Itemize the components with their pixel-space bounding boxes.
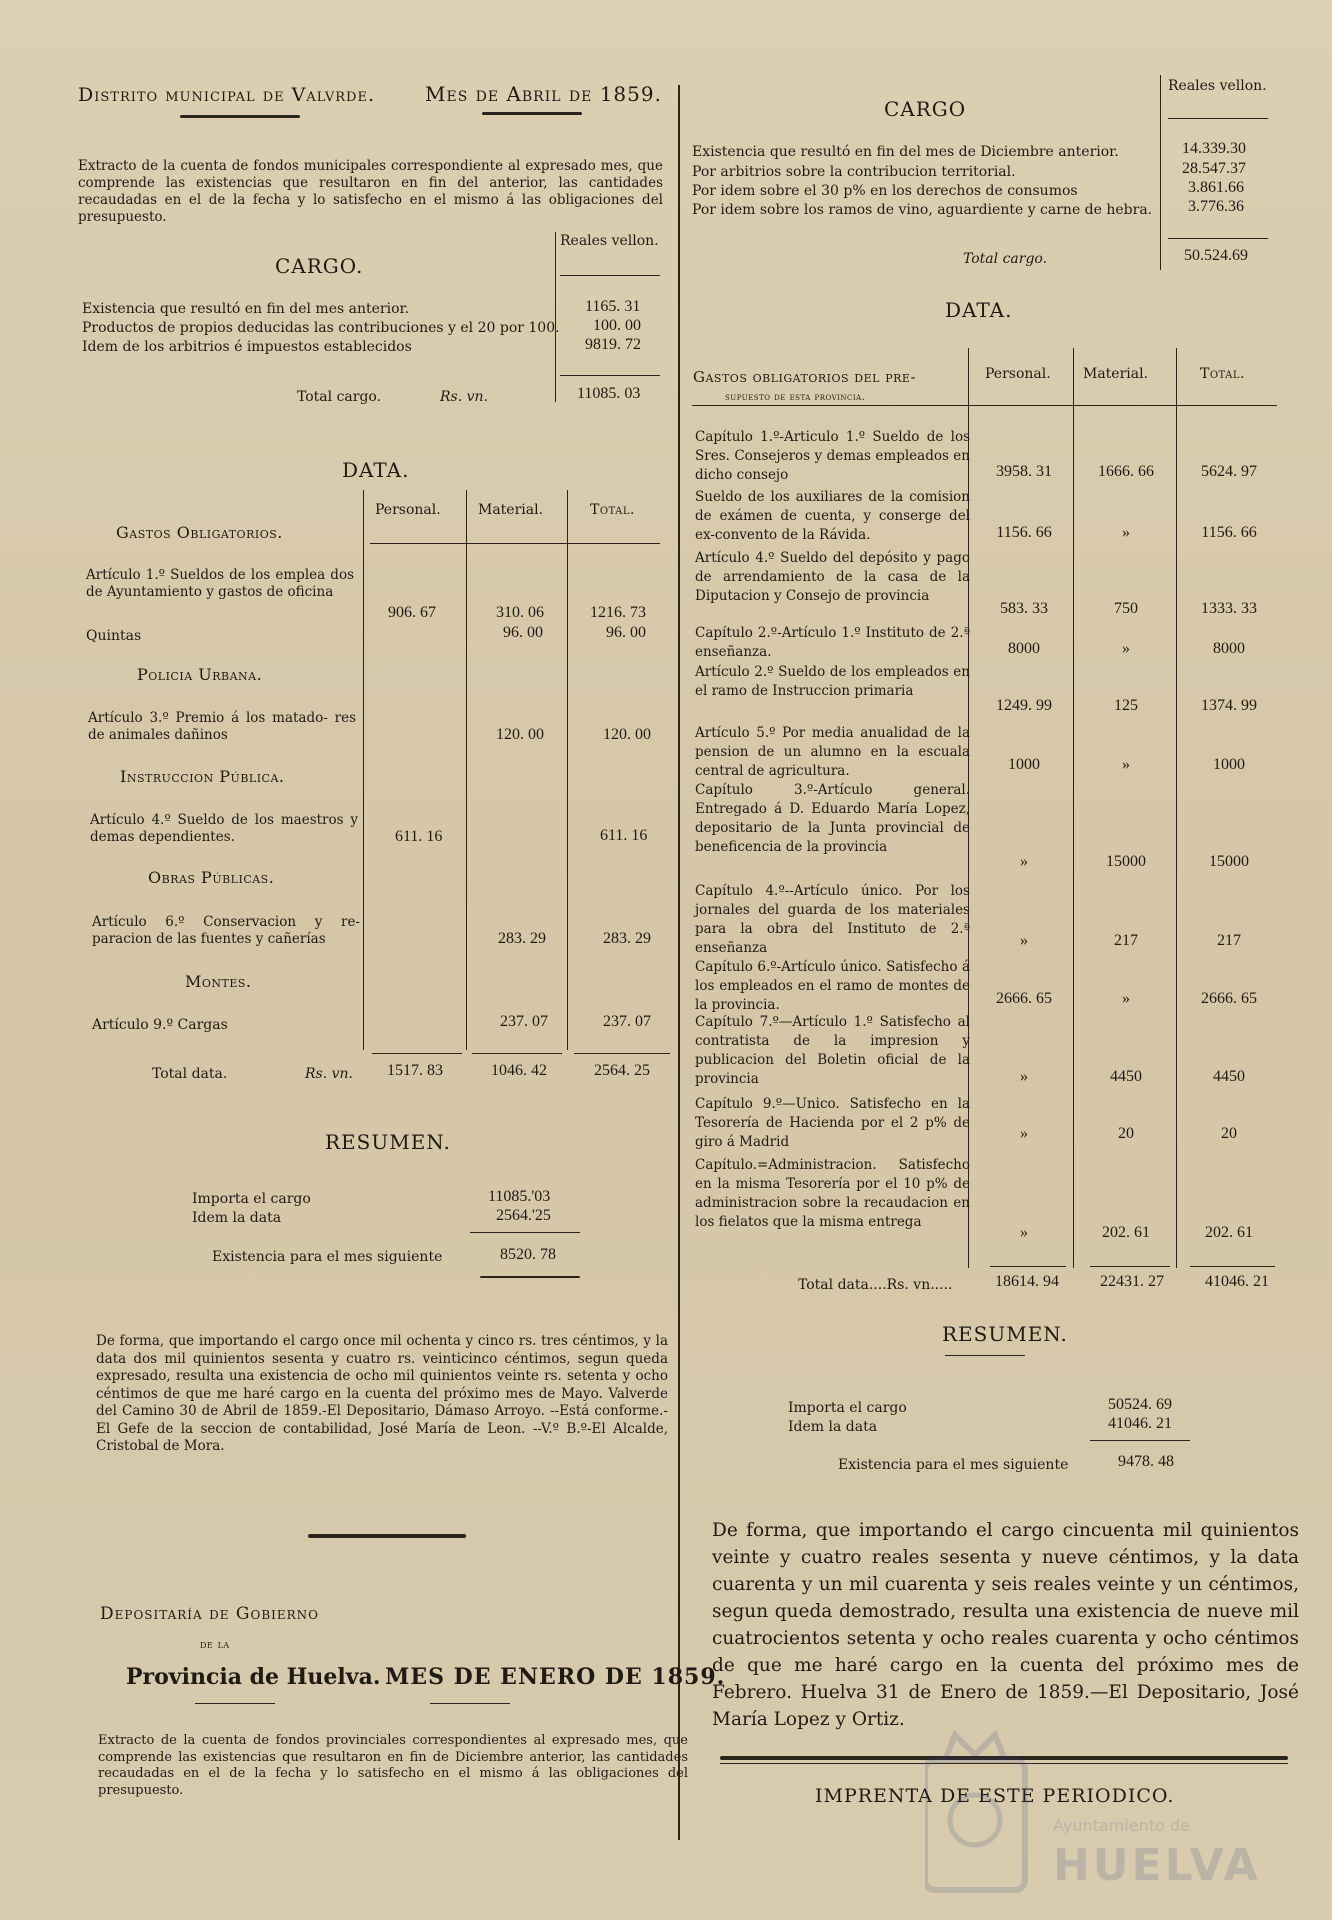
left-data-total-total: 2564. 25 [594, 1062, 650, 1079]
left-currency-head: Reales vellon. [560, 233, 659, 249]
right-cargo-row-2: Por arbitrios sobre la contribucion territorial. [692, 164, 1016, 180]
right-row-material: 217 [1114, 932, 1138, 949]
left-resumen-title: RESUMEN. [325, 1130, 451, 1154]
right-resumen-exist-label: Existencia para el mes siguiente [838, 1457, 1069, 1473]
left-section-title: Instruccion Pública. [120, 767, 285, 786]
right-row-material: 750 [1114, 600, 1138, 617]
left-cargo-total-label: Total cargo. [297, 389, 382, 405]
right-row-personal: » [1020, 1224, 1028, 1241]
rule [195, 1703, 275, 1704]
left-cargo-row-1: Existencia que resultó en fin del mes anterior. [82, 301, 410, 317]
left-row-label: Artículo 1.º Sueldos de los emplea dos de Ayuntamiento y gastos de oficina [86, 567, 354, 600]
right-row-material: » [1122, 756, 1130, 773]
right-row-material: 125 [1114, 697, 1138, 714]
left-resumen-row-1: Importa el cargo [192, 1191, 311, 1207]
left-row-material: 237. 07 [500, 1013, 548, 1030]
left-row-material: 283. 29 [498, 930, 546, 947]
right-row-personal: 3958. 31 [996, 463, 1052, 480]
dep-title-2: de la [200, 1637, 230, 1651]
right-cargo-row-4: Por idem sobre los ramos de vino, aguardiente y carne de hebra. [692, 202, 1153, 218]
rule [692, 405, 1277, 406]
right-cargo-total: 50.524.69 [1184, 247, 1248, 264]
right-row-label: Capítulo 9.º—Unico. Satisfecho en la Tesorería de Hacienda por el 2 p% de giro á Madrid [695, 1096, 970, 1150]
imprenta: IMPRENTA DE ESTE PERIODICO. [815, 1785, 1175, 1807]
left-resumen-value-2: 2564.'25 [496, 1207, 551, 1224]
right-row-personal: 1000 [1008, 756, 1040, 773]
rule [560, 275, 660, 276]
rule [574, 1053, 670, 1054]
right-row-total: 202. 61 [1205, 1224, 1253, 1241]
watermark-line-2: HUELVA [1053, 1840, 1261, 1891]
right-row-material: » [1122, 640, 1130, 657]
right-row-personal: 1156. 66 [996, 524, 1052, 541]
right-cargo-total-label: Total cargo. [963, 251, 1048, 267]
vline [1176, 348, 1177, 1268]
right-row-total: 1374. 99 [1201, 697, 1257, 714]
left-resumen-exist-label: Existencia para el mes siguiente [212, 1249, 443, 1265]
right-row-personal: 583. 33 [1000, 600, 1048, 617]
left-row-label: Artículo 3.º Premio á los matado- res de animales dañinos [88, 710, 356, 743]
right-row-label: Artículo 2.º Sueldo de los empleados en el ramo de Instruccion primaria [695, 664, 970, 699]
right-cargo-title: CARGO [884, 97, 967, 121]
right-row-total: 1000 [1213, 756, 1245, 773]
rule [1090, 1266, 1170, 1267]
right-data-total-label: Total data....Rs. vn..... [798, 1277, 953, 1293]
left-resumen-value-1: 11085.'03 [488, 1188, 551, 1205]
right-row-total: 1333. 33 [1201, 600, 1257, 617]
right-row-personal: 8000 [1008, 640, 1040, 657]
rule [1168, 238, 1268, 239]
left-row-material: 96. 00 [503, 624, 543, 641]
dep-period: MES DE ENERO DE 1859. [385, 1664, 726, 1690]
right-currency-head: Reales vellon. [1168, 78, 1267, 94]
right-resumen-title: RESUMEN. [942, 1322, 1068, 1346]
rule [1168, 118, 1268, 119]
right-cargo-value-3: 3.861.66 [1188, 179, 1244, 196]
right-row-personal: 2666. 65 [996, 990, 1052, 1007]
right-row-total: 1156. 66 [1201, 524, 1257, 541]
left-section-title: Obras Públicas. [148, 868, 275, 887]
left-row-personal: 906. 67 [388, 604, 436, 621]
right-row-material: 1666. 66 [1098, 463, 1154, 480]
left-col-material: Material. [478, 502, 544, 518]
column-divider [678, 85, 680, 1840]
right-cargo-row-1: Existencia que resultó en fin del mes de Diciembre anterior. [692, 144, 1119, 160]
right-data-title: DATA. [945, 298, 1013, 322]
left-col-personal: Personal. [375, 502, 441, 518]
right-row-label: Capítulo 4.º--Artículo único. Por los jornales del guarda de los materiales para la obra del Instituto de 2.ª enseñanza [695, 883, 970, 956]
right-row-label: Artículo 5.º Por media anualidad de la pension de un alumno en la escuala central de agricultura. [695, 725, 970, 779]
left-row-total: 237. 07 [603, 1013, 651, 1030]
right-row-total: 2666. 65 [1201, 990, 1257, 1007]
right-row-total: 20 [1221, 1125, 1237, 1142]
right-cargo-value-2: 28.547.37 [1182, 160, 1246, 177]
left-data-total-unit: Rs. vn. [305, 1066, 354, 1082]
right-row-label: Capítulo 2.º-Artículo 1.º Instituto de 2.ª enseñanza. [695, 625, 970, 660]
right-table-head: Gastos obligatorios del pre- [693, 368, 917, 386]
right-row-label: Capítulo 1.º-Articulo 1.º Sueldo de los Sres. Consejeros y demas empleados en dicho consejo [695, 429, 970, 483]
right-table-head-2: supuesto de esta provincia. [725, 392, 866, 403]
right-row-label: Capítulo 7.º—Artículo 1.º Satisfecho al contratista de la impresion y publicacion del Boletin oficial de la provincia [695, 1014, 970, 1087]
right-resumen-row-1: Importa el cargo [788, 1400, 907, 1416]
left-period: Mes de Abril de 1859. [425, 82, 662, 106]
left-row-label: Artículo 9.º Cargas [92, 1017, 228, 1033]
right-resumen-value-2: 41046. 21 [1108, 1415, 1172, 1432]
left-resumen-exist: 8520. 78 [500, 1246, 556, 1263]
right-row-label: Capítulo 6.º-Artículo único. Satisfecho á los empleados en el ramo de montes de la provincia. [695, 959, 970, 1013]
right-resumen-value-1: 50524. 69 [1108, 1396, 1172, 1413]
right-row-material: 202. 61 [1102, 1224, 1150, 1241]
left-cargo-row-3: Idem de los arbitrios é impuestos establecidos [82, 339, 412, 355]
ornament [482, 112, 582, 115]
right-data-total-total: 41046. 21 [1205, 1273, 1269, 1290]
right-row-label: Artículo 4.º Sueldo del depósito y pago de arrendamiento de la casa de la Diputacion y Consejo de provincia [695, 550, 970, 604]
left-row-total: 96. 00 [606, 624, 646, 641]
left-section-title: Montes. [185, 972, 252, 991]
left-row-material: 310. 06 [496, 604, 544, 621]
right-row-total: 8000 [1213, 640, 1245, 657]
vline [466, 490, 467, 1050]
left-cargo-row-2: Productos de propios deducidas las contribuciones y el 20 por 100. [82, 320, 560, 336]
left-row-personal: 611. 16 [395, 828, 443, 845]
right-row-total: 15000 [1209, 853, 1249, 870]
left-data-total-label: Total data. [152, 1066, 228, 1082]
left-cargo-value-3: 9819. 72 [585, 336, 641, 353]
right-col-personal: Personal. [985, 366, 1051, 382]
right-row-total: 5624. 97 [1201, 463, 1257, 480]
left-cargo-total-unit: Rs. vn. [440, 389, 489, 405]
left-section-title: Gastos Obligatorios. [116, 523, 283, 542]
dep-title-3: Provincia de Huelva. [126, 1664, 381, 1690]
left-closing: De forma, que importando el cargo once mil ochenta y cinco rs. tres céntimos, y la data dos mil quinientos sesenta y cuatro rs. veinticinco céntimos, segun queda expresado, resulta una existencia de ocho mil quinientos veinte rs. setenta y ocho céntimos de que me haré cargo en la cuenta del próximo mes de Mayo. Valverde del Camino 30 de Abril de 1859.-El Depositario, Dámaso Arroyo. --Está conforme.-El Gefe de la seccion de contabilidad, José María de Leon. --V.º B.º-El Alcalde, Cristobal de Mora. [96, 1333, 668, 1454]
left-title: Distrito municipal de Valvrde. [78, 84, 375, 106]
right-row-material: 20 [1118, 1125, 1134, 1142]
right-cargo-row-3: Por idem sobre el 30 p% en los derechos de consumos [692, 183, 1078, 199]
right-row-label: Sueldo de los auxiliares de la comision de exámen de cuenta, y conserge del ex-convento de la Rávida. [695, 489, 970, 543]
left-row-total: 1216. 73 [590, 604, 646, 621]
ornament [308, 1534, 466, 1538]
rule [560, 375, 660, 376]
left-col-total: Total. [590, 502, 635, 518]
vline [555, 232, 556, 402]
right-row-material: 4450 [1110, 1068, 1142, 1085]
right-cargo-value-4: 3.776.36 [1188, 198, 1244, 215]
right-closing: De forma, que importando el cargo cincuenta mil quinientos veinte y cuatro reales sesenta y nueve céntimos, y la data cuarenta y un mil cuarenta y seis reales veinte y un céntimos, segun queda demostrado, resulta una existencia de nueve mil cuatrocientos setenta y ocho reales cuarenta y ocho céntimos de que me haré cargo en la cuenta del próximo mes de Febrero. Huelva 31 de Enero de 1859.—El Depositario, José María Lopez y Ortiz. [712, 1520, 1299, 1730]
right-row-label: Capítulo 3.º-Artículo general. Entregado á D. Eduardo María Lopez, depositario de la Junta provincial de beneficencia de la provincia [695, 782, 970, 855]
right-row-material: » [1122, 524, 1130, 541]
right-data-total-material: 22431. 27 [1100, 1273, 1164, 1290]
rule [1190, 1266, 1275, 1267]
rule [372, 1053, 462, 1054]
right-data-total-personal: 18614. 94 [995, 1273, 1059, 1290]
left-cargo-total: 11085. 03 [577, 385, 641, 402]
watermark-logo [925, 1720, 1261, 1910]
rule [990, 1266, 1066, 1267]
right-col-material: Material. [1083, 366, 1149, 382]
right-row-personal: 1249. 99 [996, 697, 1052, 714]
left-resumen-row-2: Idem la data [192, 1210, 282, 1226]
right-resumen-row-2: Idem la data [788, 1419, 878, 1435]
vline [1073, 348, 1074, 1268]
left-row-label: Artículo 4.º Sueldo de los maestros y demas dependientes. [90, 812, 358, 845]
ornament [480, 1276, 580, 1278]
rule [945, 1355, 1025, 1356]
left-data-total-material: 1046. 42 [491, 1062, 547, 1079]
left-data-total-personal: 1517. 83 [387, 1062, 443, 1079]
left-section-title: Policia Urbana. [137, 665, 263, 684]
right-row-total: 217 [1217, 932, 1241, 949]
rule [430, 1703, 510, 1704]
rule [470, 1232, 580, 1233]
right-row-personal: » [1020, 853, 1028, 870]
right-row-total: 4450 [1213, 1068, 1245, 1085]
right-row-material: » [1122, 990, 1130, 1007]
right-row-material: 15000 [1106, 853, 1146, 870]
right-resumen-exist: 9478. 48 [1118, 1453, 1174, 1470]
vline [1160, 75, 1161, 270]
dep-title-1: Depositaría de Gobierno [100, 1604, 320, 1624]
vline [363, 490, 364, 1050]
left-row-label: Artículo 6.º Conservacion y re- paracion de las fuentes y cañerías [92, 914, 360, 947]
vline [567, 490, 568, 1050]
right-row-personal: » [1020, 1068, 1028, 1085]
rule [370, 543, 660, 544]
left-row-total: 611. 16 [600, 827, 648, 844]
watermark-line-1: Ayuntamiento de [1053, 1816, 1190, 1835]
left-cargo-value-2: 100. 00 [593, 317, 641, 334]
left-cargo-title: CARGO. [275, 254, 364, 278]
right-row-label: Capítulo.=Administracion. Satisfecho en la misma Tesorería por el 10 p% de administracion sobre la recaudacion en los fielatos que la misma entrega [695, 1157, 970, 1230]
left-row-label: Quintas [86, 628, 142, 644]
right-col-total: Total. [1200, 366, 1245, 382]
right-row-personal: » [1020, 932, 1028, 949]
rule [472, 1053, 562, 1054]
left-data-title: DATA. [342, 458, 410, 482]
rule [1090, 1440, 1190, 1441]
left-cargo-value-1: 1165. 31 [585, 298, 641, 315]
left-extract: Extracto de la cuenta de fondos municipales correspondiente al expresado mes, que comprende las existencias que resultaron en fin del anterior, las cantidades recaudadas en el de la fecha y lo satisfecho en el mismo á las obligaciones del presupuesto. [78, 158, 663, 225]
dep-extract: Extracto de la cuenta de fondos provinciales correspondientes al expresado mes, que comprende las existencias que resultaron en fin de Diciembre anterior, las cantidades recaudadas en el de la fecha y lo satisfecho en el mismo á las obligaciones del presupuesto. [98, 1733, 688, 1798]
left-row-material: 120. 00 [496, 726, 544, 743]
left-row-total: 120. 00 [603, 726, 651, 743]
left-row-total: 283. 29 [603, 930, 651, 947]
right-row-personal: » [1020, 1125, 1028, 1142]
ornament [180, 115, 300, 118]
right-cargo-value-1: 14.339.30 [1182, 140, 1246, 157]
